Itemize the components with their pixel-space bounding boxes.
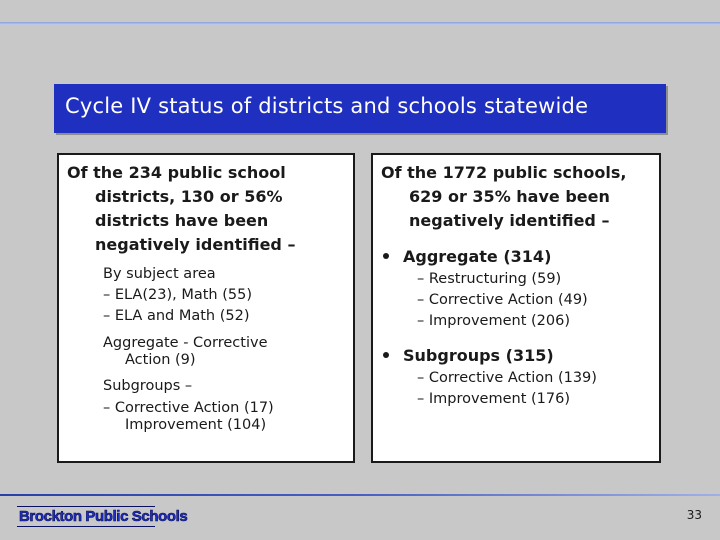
slide-title: Cycle IV status of districts and schools statewide (65, 94, 589, 118)
subgroups-label: Subgroups – (103, 378, 193, 394)
subgroups-item-1: – Corrective Action (17) (103, 400, 274, 416)
aggregate-item-1: – Restructuring (59) (417, 271, 562, 287)
subgroups-label-right: Subgroups (315) (403, 346, 554, 365)
aggregate-item-2: – Corrective Action (49) (417, 292, 588, 308)
brockton-logo: Brockton Public Schools (19, 508, 188, 525)
aggregate-bullet (383, 247, 551, 266)
subgroups-item-right-1: – Corrective Action (139) (417, 370, 597, 386)
bullet-dot-icon (383, 352, 389, 358)
subgroups-item-2: Improvement (104) (125, 417, 267, 433)
aggregate-item-3: – Improvement (206) (417, 313, 571, 329)
top-divider (0, 22, 720, 25)
title-bar (54, 84, 666, 133)
left-heading: Of the 234 public school districts, 130 or 56% districts have been negatively identified – (67, 163, 296, 254)
by-subject-item-1: – ELA(23), Math (55) (103, 287, 252, 303)
page-number: 33 (686, 508, 702, 522)
right-panel (371, 153, 661, 463)
bottom-divider (0, 494, 720, 496)
by-subject-item-2: – ELA and Math (52) (103, 308, 250, 324)
aggregate-line-2: Action (9) (125, 352, 196, 368)
aggregate-label: Aggregate (314) (403, 247, 552, 266)
subgroups-bullet (383, 346, 554, 365)
left-panel (57, 153, 355, 463)
bullet-dot-icon (383, 253, 389, 259)
aggregate-line-1: Aggregate - Corrective (103, 335, 268, 351)
right-heading: Of the 1772 public schools, 629 or 35% have been negatively identified – (381, 163, 627, 230)
by-subject-label: By subject area (103, 266, 216, 282)
subgroups-item-right-2: – Improvement (176) (417, 391, 571, 407)
